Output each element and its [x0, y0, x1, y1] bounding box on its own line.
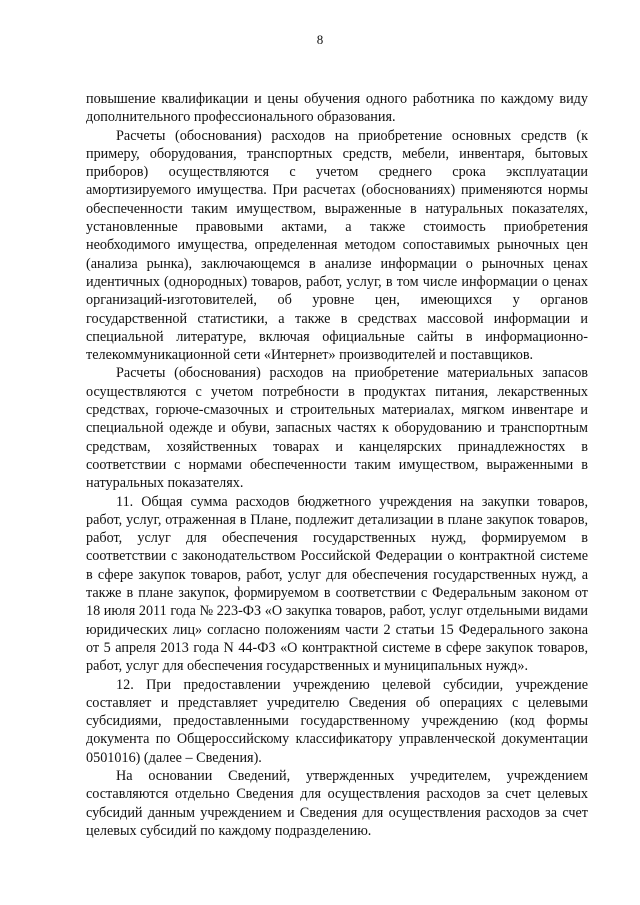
paragraph-item-11: 11. Общая сумма расходов бюджетного учреждения на закупки товаров, работ, услуг, отраженная в Плане, подлежит детализации в плане закупок товаров, работ, услуг для обеспечения государственных нужд, формируемом в соответствии с законодательством Российской Федерации о контрактной системе в сфере закупок товаров, работ, услуг для обеспечения государственных нужд, а также в плане закупок, формируемом в соответствии с Федеральным законом от 18 июля 2011 года № 223-ФЗ «О закупка товаров, работ, услуг отдельными видами юридических лиц» согласно положениям части 2 статьи 15 Федерального закона от 5 апреля 2013 года N 44-ФЗ «О контрактной системе в сфере закупок товаров, работ, услуг для обеспечения государственных и муниципальных нужд».	[86, 493, 588, 675]
paragraph-information-basis: На основании Сведений, утвержденных учредителем, учреждением составляются отдельно Сведения для осуществления расходов за счет целевых субсидий данным учреждением и Сведения для осуществления расходов за счет целевых субсидий по каждому подразделению.	[86, 767, 588, 839]
paragraph-fixed-assets: Расчеты (обоснования) расходов на приобретение основных средств (к примеру, оборудования, транспортных средств, мебели, инвентаря, бытовых приборов) осуществляются с учетом среднего срока эксплуатации амортизируемого имущества. При расчетах (обоснованиях) применяются нормы обеспеченности таким имуществом, выраженные в натуральных показателях, установленные правовыми актами, а также стоимость приобретения необходимого имущества, определенная методом сопоставимых рыночных цен (анализа рынка), заключающемся в анализе информации о рыночных ценах идентичных (однородных) товаров, работ, услуг, в том числе информации о ценах организаций-изготовителей, об уровне цен, имеющихся у органов государственной статистики, а также в средствах массовой информации и специальной литературе, включая официальные сайты в информационно-телекоммуникационной сети «Интернет» производителей и поставщиков.	[86, 127, 588, 364]
paragraph-continuation: повышение квалификации и цены обучения одного работника по каждому виду дополнительного профессионального образования.	[86, 91, 588, 126]
paragraph-material-reserves: Расчеты (обоснования) расходов на приобретение материальных запасов осуществляются с учетом потребности в продуктах питания, лекарственных средствах, горюче-смазочных и строительных материалах, мягком инвентаре и специальной одежде и обуви, запасных частях к оборудованию и транспортным средствам, хозяйственных товарах и канцелярских принадлежностях в соответствии с нормами обеспеченности таким имуществом, выраженными в натуральных показателях.	[86, 365, 588, 492]
paragraph-item-12: 12. При предоставлении учреждению целевой субсидии, учреждение составляет и представляет учредителю Сведения об операциях с целевыми субсидиями, предоставленными государственному учреждению (код формы документа по Общероссийскому классификатору управленческой документации 0501016) (далее – Сведения).	[86, 676, 588, 766]
document-body	[86, 90, 588, 840]
page-number: 8	[316, 32, 324, 47]
